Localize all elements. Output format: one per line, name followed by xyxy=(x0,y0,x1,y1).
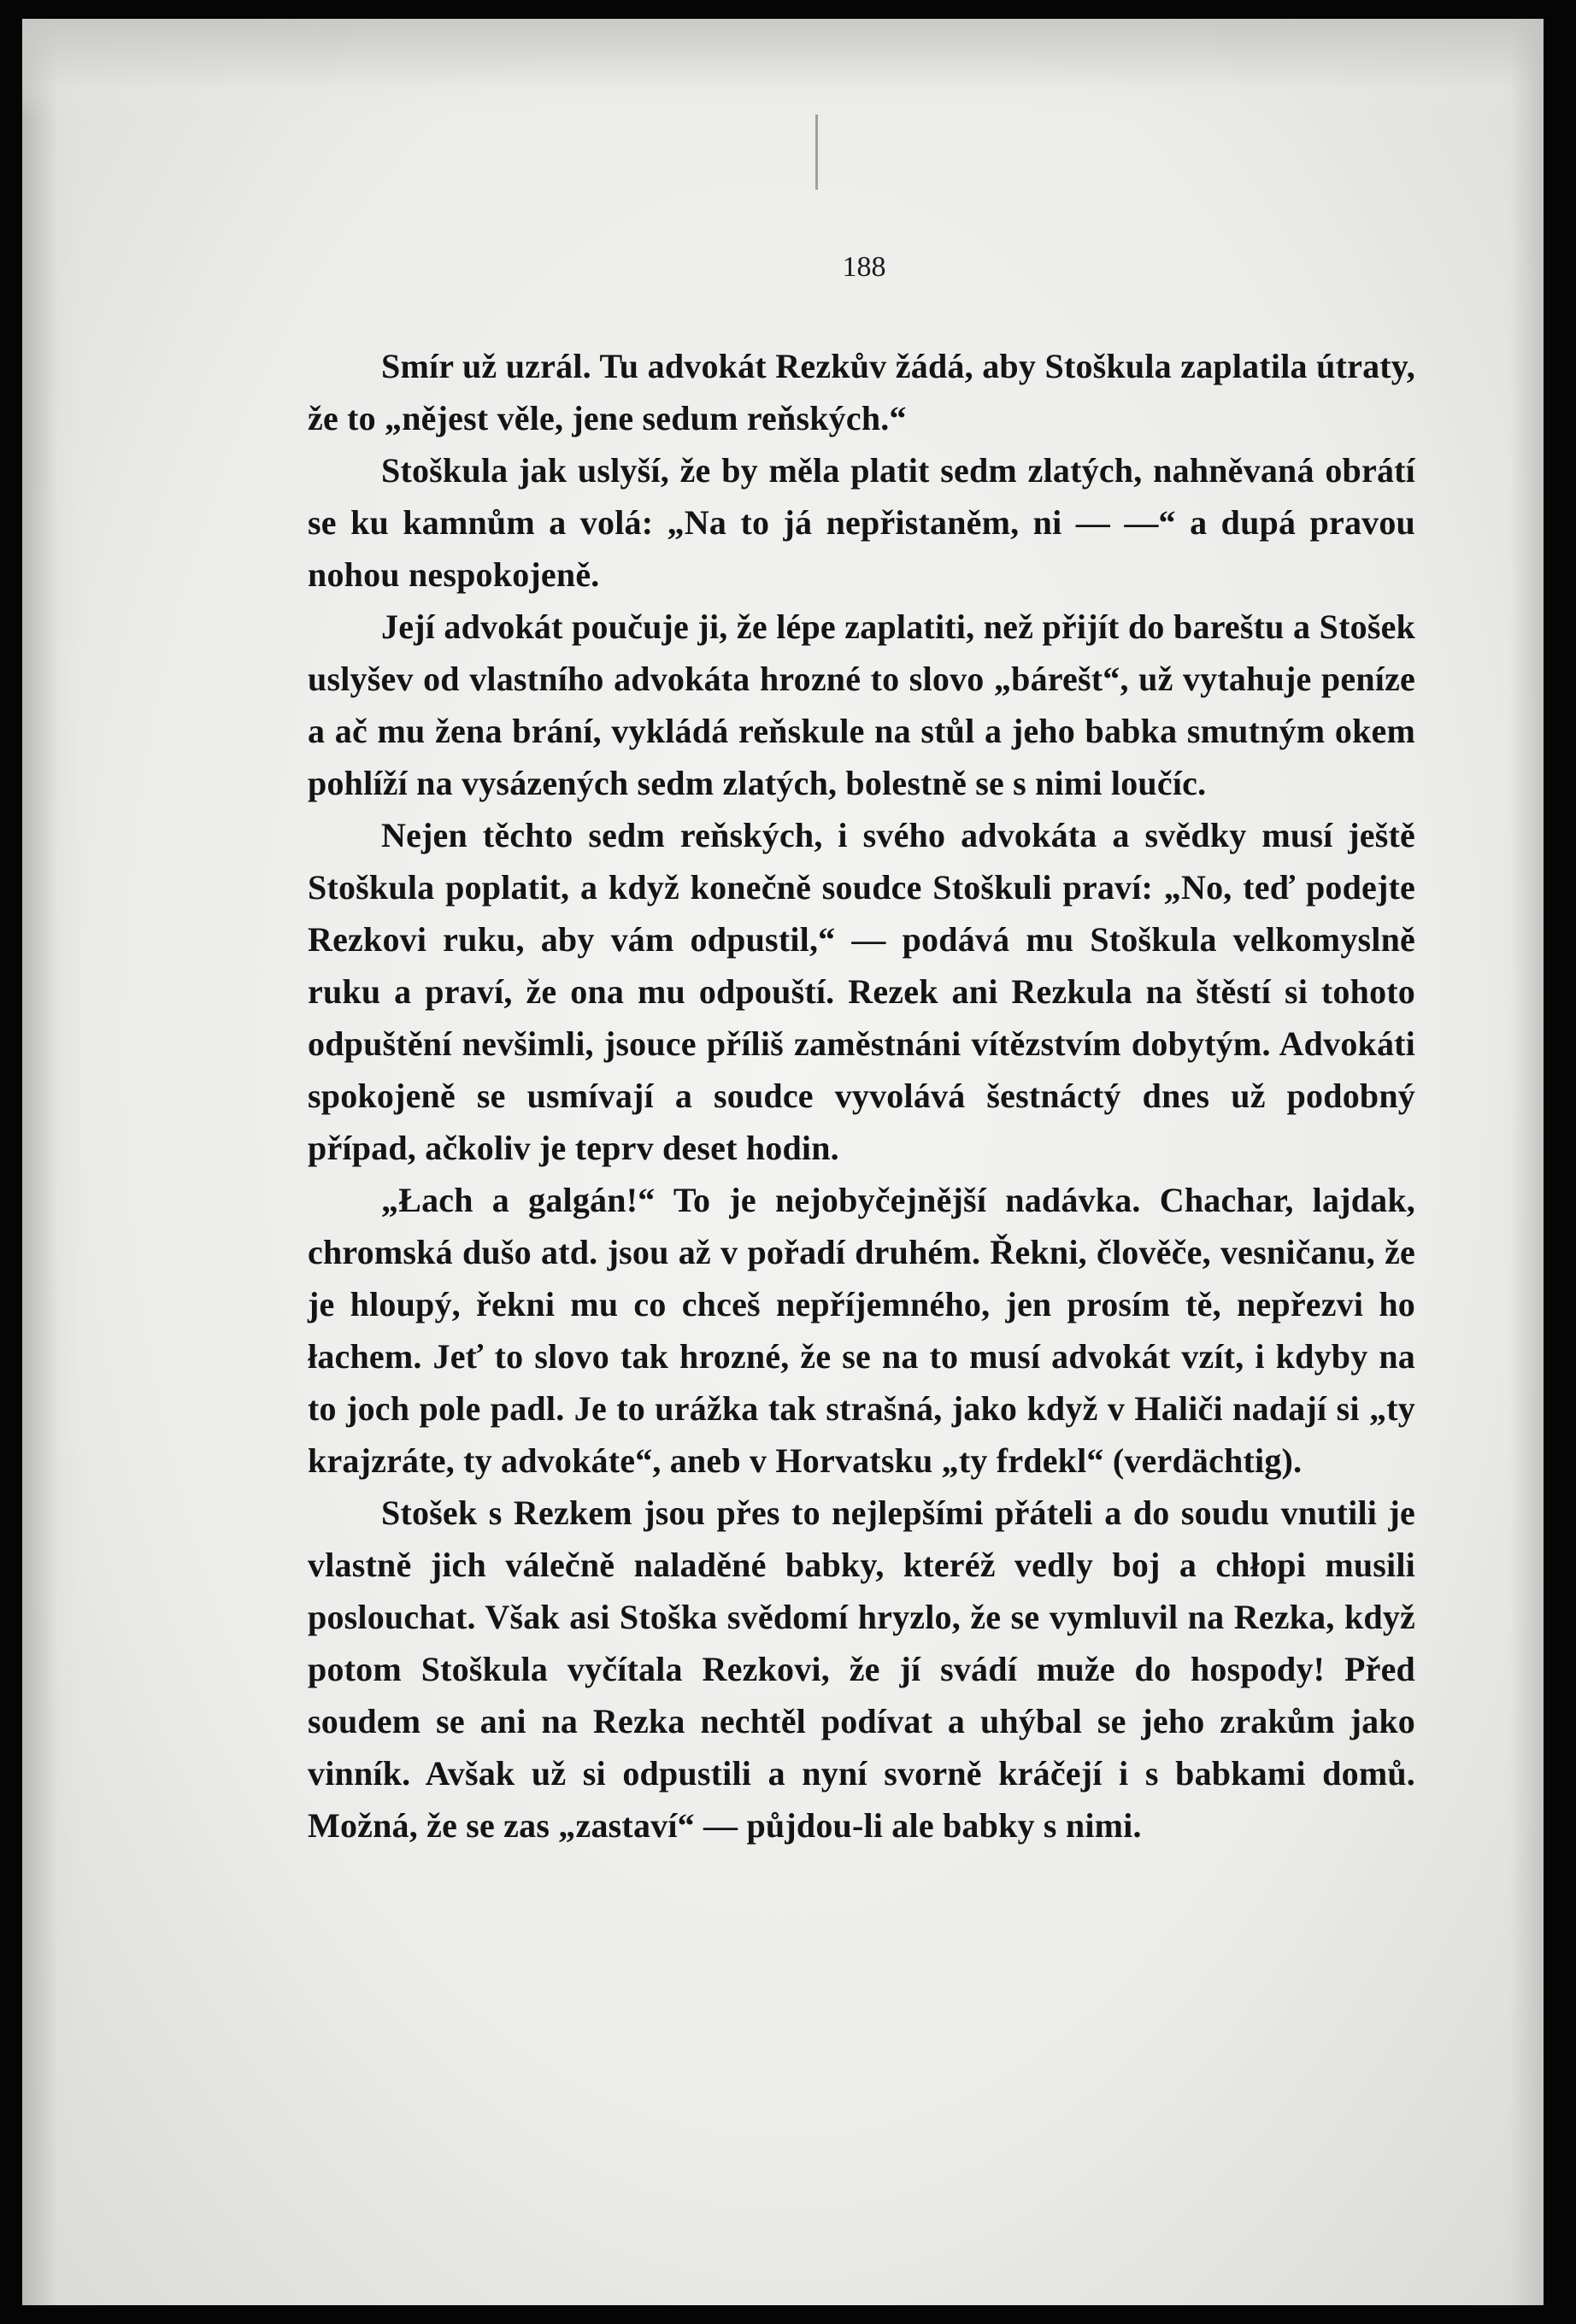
paragraph-4: Nejen těchto sedm reňských, i svého advokáta a svědky musí ještě Stoškula poplatit, a když konečně soudce Stoškuli praví: „No, teď podejte Rezkovi ruku, aby vám odpustil,“ — podává mu Stoškula velkomyslně ruku a praví, že ona mu odpouští. Rezek ani Rezkula na štěstí si tohoto odpuštění nevšimli, jsouce příliš zaměstnáni vítězstvím dobytým. Advokáti spokojeně se usmívají a soudce vyvolává šestnáctý dnes už podobný případ, ačkoliv je teprv deset hodin. xyxy=(308,816,1415,1167)
page-shadow-top xyxy=(22,19,1544,121)
paragraph-2: Stoškula jak uslyší, že by měla platit sedm zlatých, nahněvaná obrátí se ku kamnům a volá: „Na to já nepřistaněm, ni — —“ a dupá pravou nohou nespokojeně. xyxy=(308,451,1415,594)
paragraph-3: Její advokát poučuje ji, že lépe zaplatiti, než přijít do bareštu a Stošek uslyšev od vlastního advokáta hrozné to slovo „bárešt“, už vytahuje peníze a ač mu žena brání, vykládá reňskule na stůl a jeho babka smutným okem pohlíží na vysázených sedm zlatých, bolestně se s nimi loučíc. xyxy=(308,607,1415,802)
paragraph-5: „Łach a galgán!“ To je nejobyčejnější nadávka. Chachar, lajdak, chromská dušo atd. jsou až v pořadí druhém. Řekni, člověče, vesničanu, že je hloupý, řekni mu co chceš nepříjemného, jen prosím tě, nepřezvi ho łachem. Jeť to slovo tak hrozné, že se na to musí advokát vzít, i kdyby na to joch pole padl. Je to urážka tak strašná, jako když v Haliči nadají si „ty krajzráte, ty advokáte“, aneb v Horvatsku „ty frdekl“ (verdächtig). xyxy=(308,1181,1415,1480)
book-page xyxy=(22,19,1544,2305)
body-text xyxy=(308,340,1415,1852)
page-number: 188 xyxy=(842,251,886,283)
margin-mark xyxy=(815,114,818,190)
page-shadow-right xyxy=(1509,19,1544,2305)
page-shadow-left xyxy=(22,19,82,2305)
paragraph-1: Smír už uzrál. Tu advokát Rezkův žádá, aby Stoškula zaplatila útraty, že to „nějest věle, jene sedum reňských.“ xyxy=(308,347,1415,437)
paragraph-6: Stošek s Rezkem jsou přes to nejlepšími přáteli a do soudu vnutili je vlastně jich válečně naladěné babky, kteréž vedly boj a chłopi musili poslouchat. Však asi Stoška svědomí hryzlo, že se vymluvil na Rezka, když potom Stoškula vyčítala Rezkovi, že jí svádí muže do hospody! Před soudem se ani na Rezka nechtěl podívat a uhýbal se jeho zrakům jako vinník. Avšak už si odpustili a nyní svorně kráčejí i s babkami domů. Možná, že se zas „zastaví“ — půjdou-li ale babky s nimi. xyxy=(308,1494,1415,1845)
